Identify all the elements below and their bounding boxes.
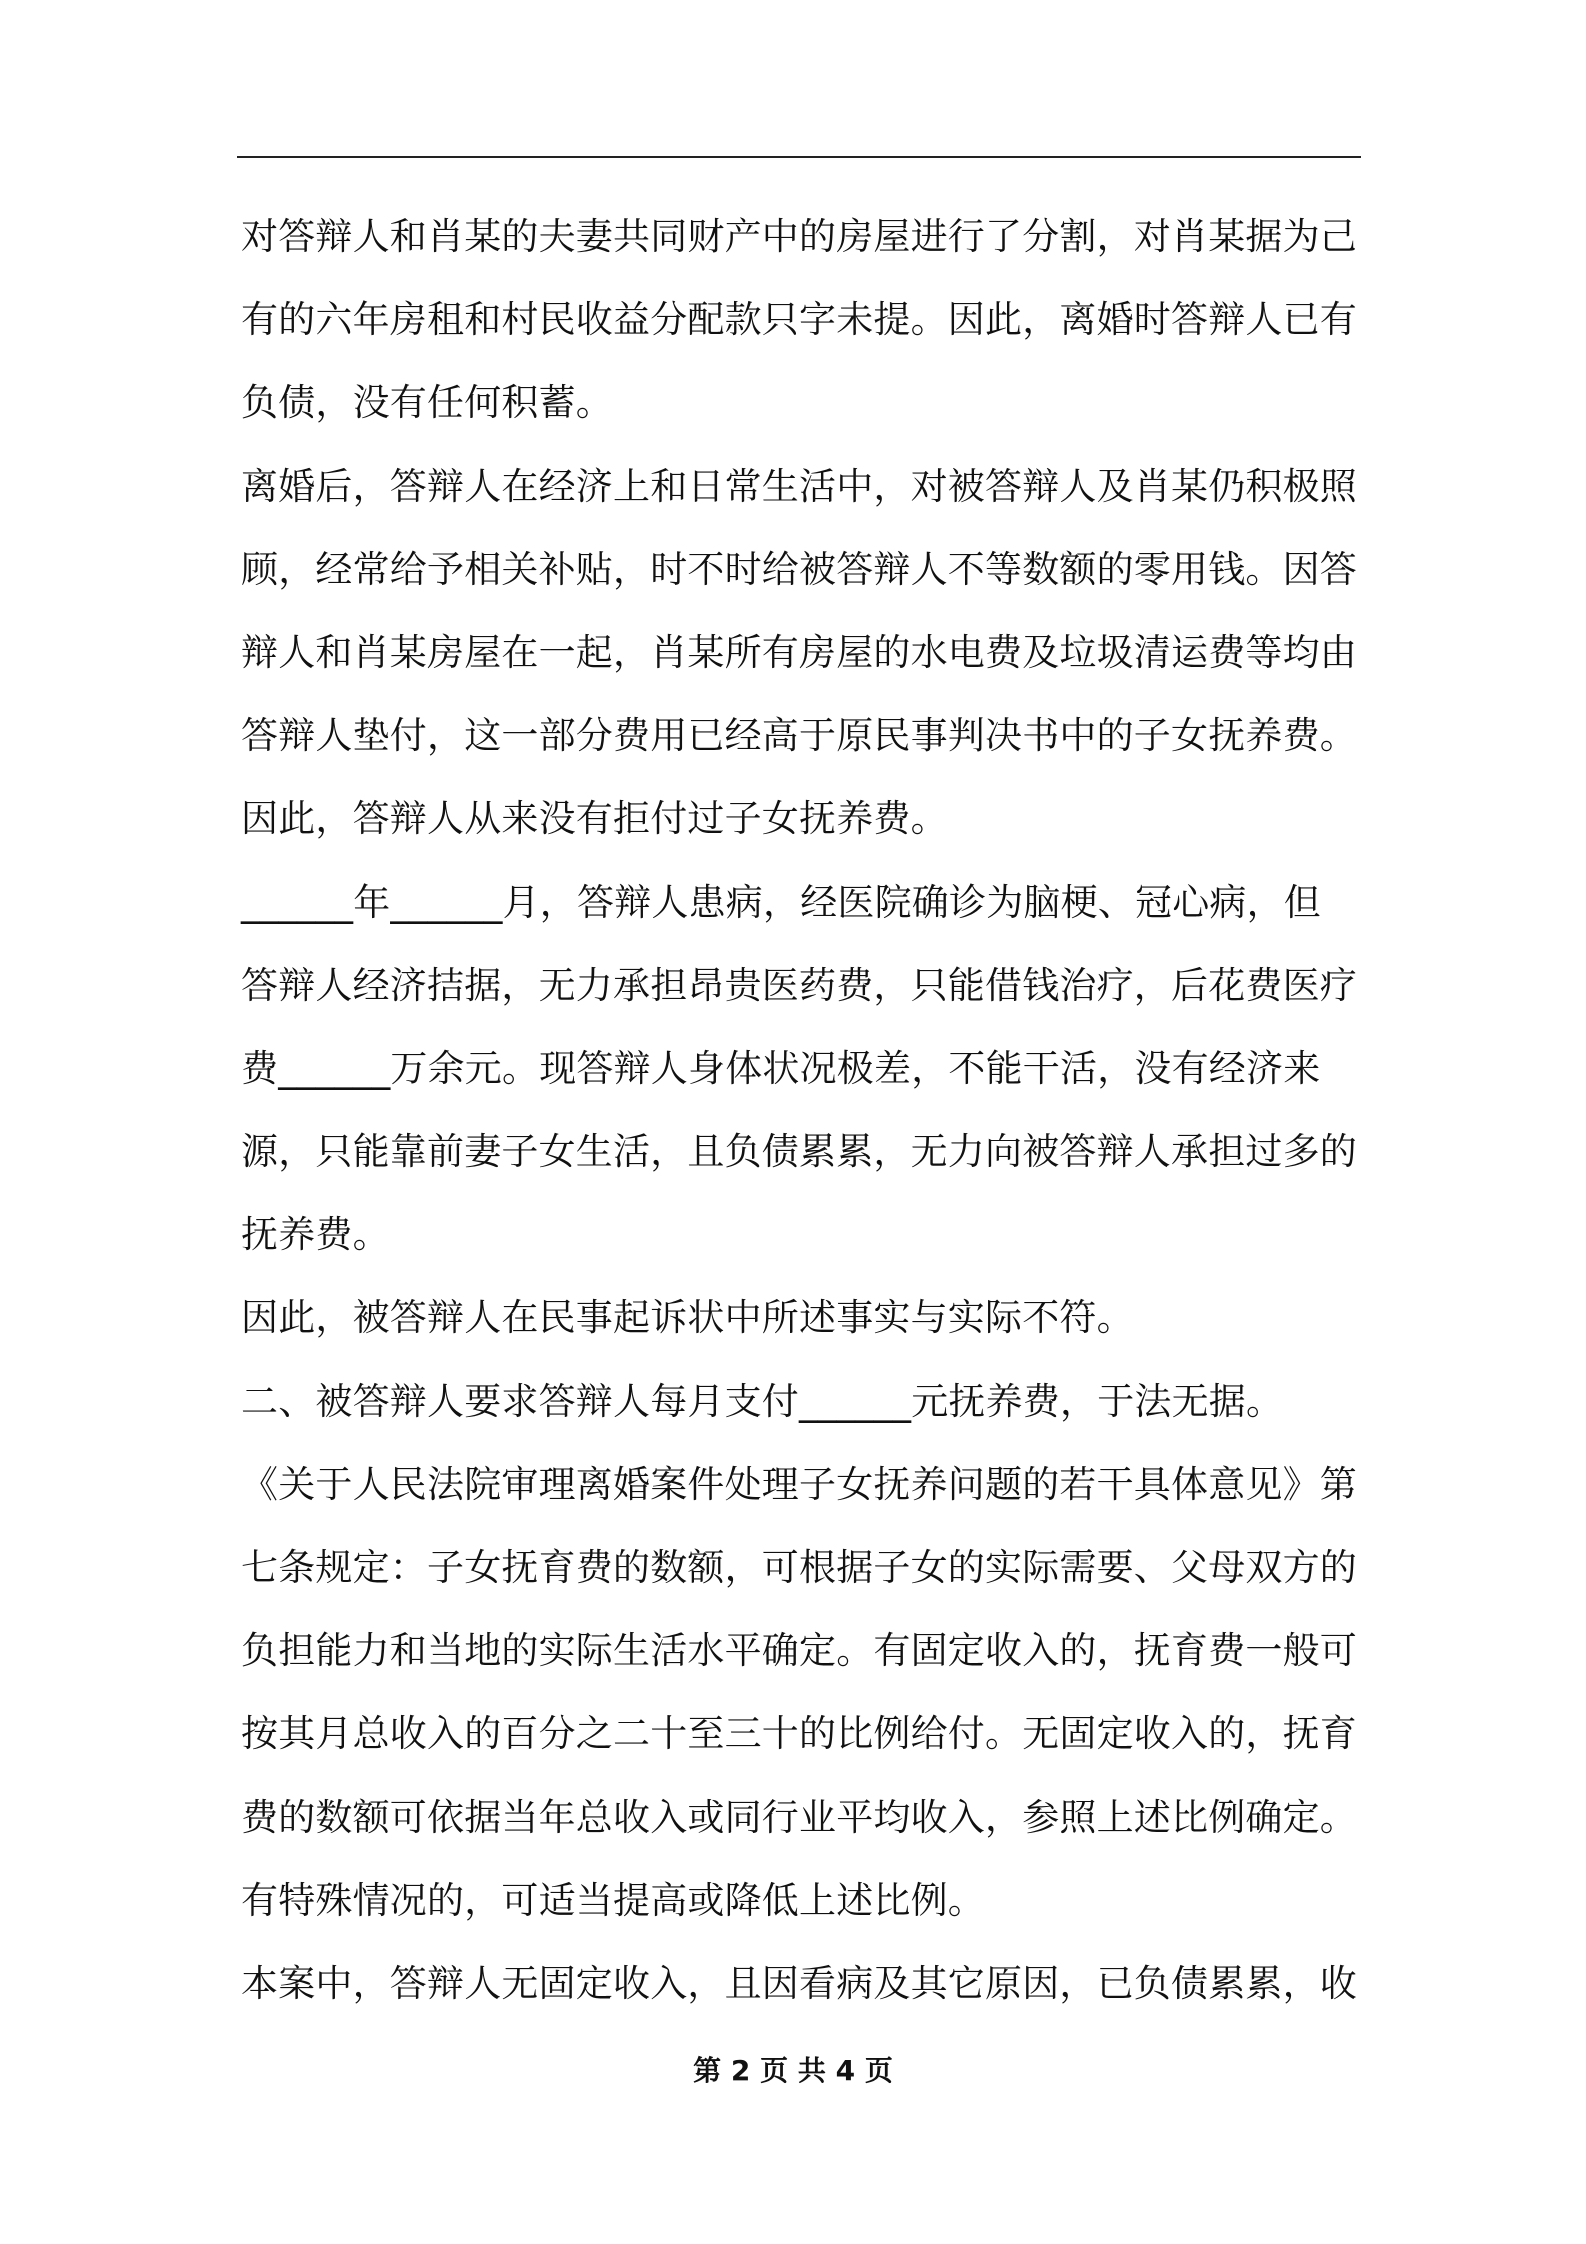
text-line: 对答辩人和肖某的夫妻共同财产中的房屋进行了分割，对肖某据为己 — [241, 215, 1357, 258]
text-line: 费______万余元。现答辩人身体状况极差，不能干活，没有经济来 — [241, 1046, 1321, 1090]
text-line: 顾，经常给予相关补贴，时不时给被答辩人不等数额的零用钱。因答 — [241, 547, 1357, 591]
text-line: 二、被答辩人要求答辩人每月支付______元抚养费，于法无据。 — [241, 1379, 1284, 1423]
document-body — [241, 195, 1363, 2025]
header-rule — [237, 156, 1361, 158]
text-line: 负债，没有任何积蓄。 — [241, 381, 613, 425]
page-number-footer: 第 2 页 共 4 页 — [693, 2054, 893, 2087]
text-line: 抚养费。 — [241, 1213, 390, 1257]
text-line: 有特殊情况的，可适当提高或降低上述比例。 — [241, 1878, 985, 1922]
text-line: 有的六年房租和村民收益分配款只字未提。因此，离婚时答辩人已有 — [241, 298, 1357, 342]
text-line: 费的数额可依据当年总收入或同行业平均收入，参照上述比例确定。 — [241, 1795, 1357, 1839]
text-line: 答辩人经济拮据，无力承担昂贵医药费，只能借钱治疗，后花费医疗 — [241, 963, 1357, 1007]
text-line: ______年______月，答辩人患病，经医院确诊为脑梗、冠心病，但 — [241, 880, 1321, 924]
text-line: 辩人和肖某房屋在一起，肖某所有房屋的水电费及垃圾清运费等均由 — [241, 630, 1357, 674]
text-line: 因此，被答辩人在民事起诉状中所述事实与实际不符。 — [241, 1296, 1134, 1340]
text-line: 七条规定：子女抚育费的数额，可根据子女的实际需要、父母双方的 — [241, 1546, 1357, 1589]
text-line: 《关于人民法院审理离婚案件处理子女抚养问题的若干具体意见》第 — [241, 1462, 1357, 1506]
text-line: 答辩人垫付，这一部分费用已经高于原民事判决书中的子女抚养费。 — [241, 714, 1357, 758]
text-line: 本案中，答辩人无固定收入，且因看病及其它原因，已负债累累，收 — [241, 1961, 1357, 2005]
text-line: 源，只能靠前妻子女生活，且负债累累，无力向被答辩人承担过多的 — [241, 1130, 1357, 1174]
text-line: 负担能力和当地的实际生活水平确定。有固定收入的，抚育费一般可 — [241, 1629, 1357, 1673]
text-line: 因此，答辩人从来没有拒付过子女抚养费。 — [241, 797, 948, 841]
text-line: 离婚后，答辩人在经济上和日常生活中，对被答辩人及肖某仍积极照 — [241, 464, 1357, 508]
text-line: 按其月总收入的百分之二十至三十的比例给付。无固定收入的，抚育 — [241, 1712, 1357, 1756]
